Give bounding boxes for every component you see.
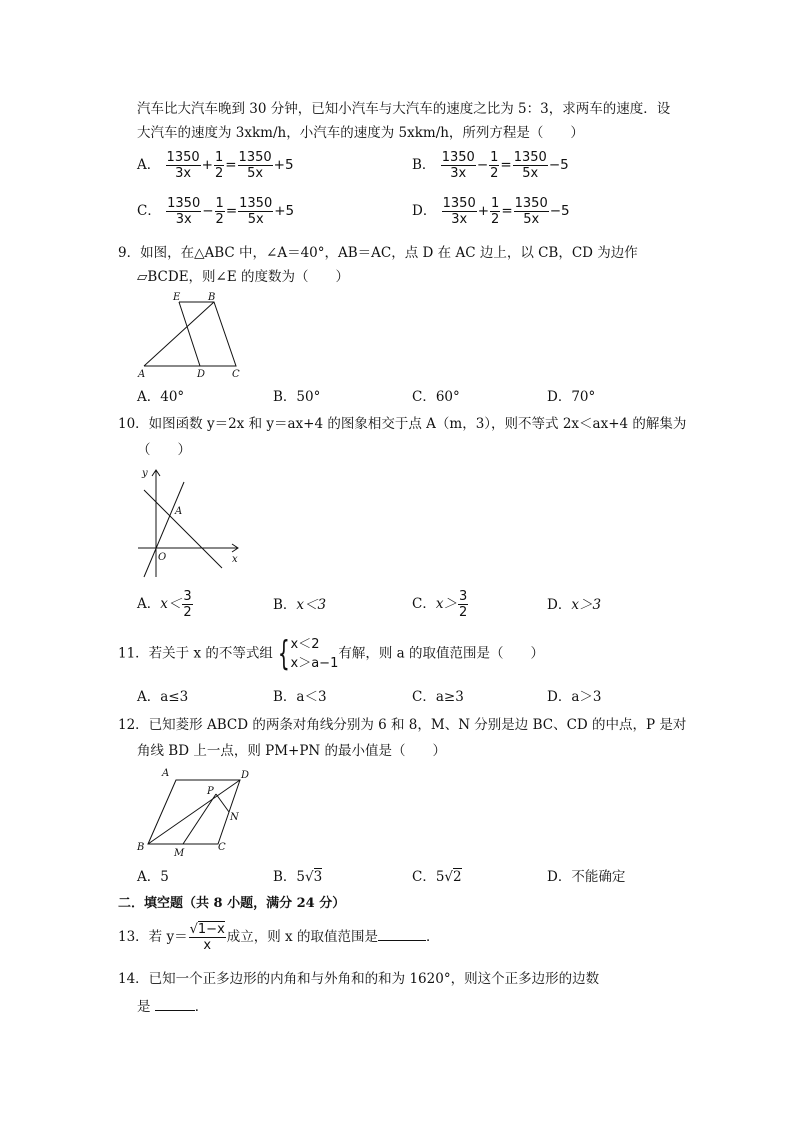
q9-label-c: C: [232, 369, 240, 380]
q8-line2: 大汽车的速度为 3xkm/h，小汽车的速度为 5xkm/h，所列方程是（ ）: [137, 125, 584, 141]
q9-option-b: B．50°: [273, 389, 321, 405]
q12-label-d: D: [241, 770, 250, 781]
q13-stem: 13．若 y＝ $\frac{√1-x}{x}$ 成立，则 x 的取值范围是 ．: [118, 922, 440, 953]
q9-label-e: E: [173, 292, 181, 303]
q14-answer-blank[interactable]: [155, 1010, 195, 1011]
q11-option-a: A．a≤3: [137, 689, 189, 705]
q11-option-d: D．a＞3: [547, 689, 602, 705]
q12-label-p: P: [207, 786, 214, 797]
section-heading-fill-in: 二．填空题（共 8 小题，满分 24 分）: [118, 896, 346, 911]
q11-system-line1: x＜2: [290, 637, 320, 652]
q12-option-a: A．5: [137, 869, 169, 885]
q12-label-a: A: [162, 768, 170, 779]
q8-option-c: C． $\frac{1350}{3x}$ − $\frac{1}{2}$ = $\frac{1350}{5x}$ +5: [137, 196, 295, 227]
q10-label-a: A: [175, 506, 183, 517]
q9-label-b: B: [208, 292, 216, 303]
q11-option-c: C．a≥3: [412, 689, 464, 705]
q9-line1: 9．如图，在△ABC 中，∠A＝40°，AB＝AC，点 D 在 AC 边上，以 CB，CD 为边作: [118, 245, 638, 261]
q10-line1: 10．如图函数 y＝2x 和 y＝ax+4 的图象相交于点 A（m，3），则不等式 2x＜ax+4 的解集为: [118, 416, 687, 432]
q11-option-b: B．a＜3: [273, 689, 327, 705]
q9-line2: ▱BCDE，则∠E 的度数为（ ）: [137, 269, 350, 285]
q12-label-c: C: [218, 842, 226, 853]
q10-option-d: D．x＞3: [547, 597, 602, 613]
q12-figure-rhombus: [134, 764, 259, 860]
q10-option-a: A．x＜ $\frac{3}{2}$: [137, 589, 192, 620]
q12-line2: 角线 BD 上一点，则 PM+PN 的最小值是（ ）: [137, 743, 447, 759]
q10-label-o: O: [158, 552, 167, 563]
q10-figure-graph: [134, 462, 246, 582]
q11-stem: 11．若关于 x 的不等式组 { x＜2 x＞a−1 有解，则 a 的取值范围是（ ）: [118, 634, 544, 674]
q11-system-line2: x＞a−1: [290, 656, 339, 671]
q10-label-x: x: [232, 554, 238, 565]
q12-option-d: D．不能确定: [547, 869, 626, 885]
q9-option-c: C．60°: [412, 389, 460, 405]
q12-label-m: M: [174, 848, 185, 859]
q12-option-c: C．5√2: [412, 869, 462, 885]
q10-line2: （ ）: [137, 442, 191, 458]
q8-line1: 汽车比大汽车晚到 30 分钟，已知小汽车与大汽车的速度之比为 5：3，求两车的速度．设: [137, 101, 671, 117]
q12-label-n: N: [230, 812, 239, 823]
q12-line1: 12．已知菱形 ABCD 的两条对角线分别为 6 和 8，M、N 分别是边 BC、CD 的中点，P 是对: [118, 717, 687, 733]
q14-line1: 14．已知一个正多边形的内角和与外角和的和为 1620°，则这个正多边形的边数: [118, 971, 600, 987]
q8-option-d: D． $\frac{1350}{3x}$ + $\frac{1}{2}$ = $\frac{1350}{5x}$ −5: [412, 196, 570, 227]
q9-figure-parallelogram: [136, 290, 246, 382]
q13-answer-blank[interactable]: [378, 940, 426, 941]
q14-line2: 是 ．: [137, 999, 209, 1015]
q9-option-d: D．70°: [547, 389, 596, 405]
q10-option-b: B．x＜3: [273, 597, 327, 613]
q12-option-b: B．5√3: [273, 869, 323, 885]
q12-label-b: B: [137, 842, 145, 853]
q9-label-a: A: [138, 369, 146, 380]
q9-label-d: D: [197, 369, 206, 380]
q8-option-a: A． $\frac{1350}{3x}$ + $\frac{1}{2}$ = $\frac{1350}{5x}$ +5: [137, 150, 294, 181]
q10-option-c: C．x＞ $\frac{3}{2}$: [412, 589, 468, 620]
q10-label-y: y: [142, 468, 148, 479]
q8-option-b: B． $\frac{1350}{3x}$ − $\frac{1}{2}$ = $\frac{1350}{5x}$ −5: [412, 150, 569, 181]
q9-option-a: A．40°: [137, 389, 185, 405]
